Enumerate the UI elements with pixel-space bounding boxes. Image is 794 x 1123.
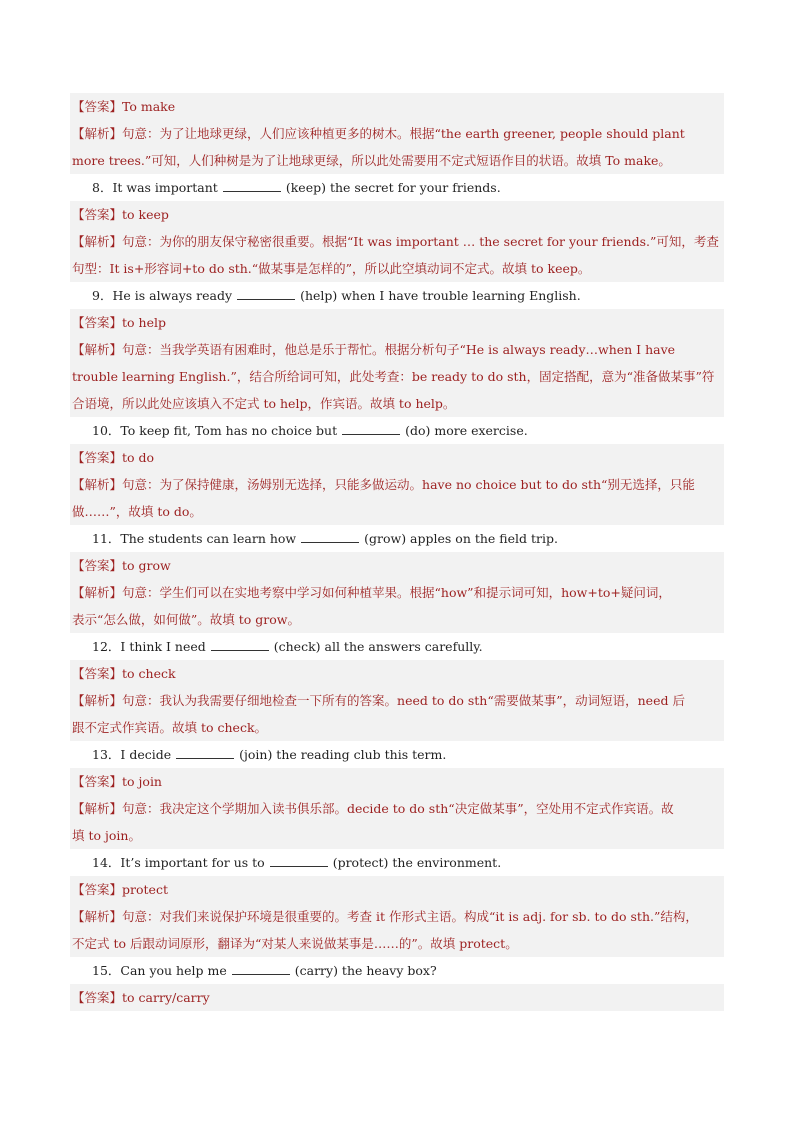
answer-line [72, 444, 722, 471]
answer-block [70, 660, 724, 741]
question-number: 14． [92, 855, 121, 870]
question-text-after: (keep) the secret for your friends. [285, 180, 501, 195]
explanation-line [72, 120, 722, 147]
explanation-text: 句意：为了让地球更绿，人们应该种植更多的树木。根据“the earth greener, people should plant [122, 126, 685, 141]
explanation-line [72, 336, 722, 363]
question-text-before: The students can learn how [120, 531, 297, 546]
explanation-line: 填 to join。 [72, 828, 141, 843]
explanation-text: 句意：我决定这个学期加入读书俱乐部。decide to do sth“决定做某事”，空处用不定式作宾语。故 [122, 801, 674, 816]
answer-block [70, 93, 724, 174]
question-text-after: (join) the reading club this term. [239, 747, 447, 762]
question-9 [70, 282, 724, 309]
explanation-line [72, 471, 722, 498]
explanation-tag: 【解析】 [72, 801, 123, 816]
explanation-line [72, 903, 722, 930]
answer-line [72, 768, 722, 795]
answer-blank [211, 637, 269, 651]
answer-text: to do [122, 450, 155, 465]
answer-line [72, 552, 722, 579]
explanation-tag: 【解析】 [72, 477, 123, 492]
explanation-tag: 【解析】 [72, 126, 123, 141]
answer-tag: 【答案】 [72, 666, 123, 681]
answer-text: to help [122, 315, 166, 330]
question-text-before: I think I need [120, 639, 206, 654]
question-number: 10． [92, 423, 121, 438]
question-15 [70, 957, 724, 984]
answer-tag: 【答案】 [72, 99, 123, 114]
answer-text: to join [122, 774, 162, 789]
question-number: 11． [92, 531, 121, 546]
answer-line [72, 660, 722, 687]
explanation-line: 做……”，故填 to do。 [72, 504, 202, 519]
answer-text: to keep [122, 207, 169, 222]
answer-line [72, 984, 722, 1011]
question-8 [70, 174, 724, 201]
answer-text: protect [122, 882, 168, 897]
explanation-line: 不定式 to 后跟动词原形，翻译为“对某人来说做某事是……的”。故填 protect。 [72, 936, 518, 951]
content-area [70, 93, 724, 1011]
question-text-before: I decide [120, 747, 172, 762]
answer-block [70, 201, 724, 282]
question-14 [70, 849, 724, 876]
question-12 [70, 633, 724, 660]
question-text-before: It was important [112, 180, 218, 195]
question-number: 8． [92, 180, 113, 195]
explanation-line: 合语境，所以此处应该填入不定式 to help，作宾语。故填 to help。 [72, 396, 456, 411]
explanation-tag: 【解析】 [72, 909, 123, 924]
explanation-text: 句意：为你的朋友保守秘密很重要。根据“It was important … the secret for your friends.”可知，考查 [122, 234, 719, 249]
answer-blank [301, 529, 359, 543]
question-text-after: (help) when I have trouble learning English. [300, 288, 581, 303]
answer-blank [223, 178, 281, 192]
answer-block [70, 309, 724, 417]
question-text-before: He is always ready [112, 288, 233, 303]
answer-block [70, 552, 724, 633]
explanation-text: 句意：学生们可以在实地考察中学习如何种植苹果。根据“how”和提示词可知，how+to+疑问词， [122, 585, 671, 600]
answer-tag: 【答案】 [72, 207, 123, 222]
explanation-line: 跟不定式作宾语。故填 to check。 [72, 720, 268, 735]
answer-tag: 【答案】 [72, 882, 123, 897]
question-text-before: It’s important for us to [120, 855, 265, 870]
explanation-text: 句意：为了保持健康，汤姆别无选择，只能多做运动。have no choice but to do sth“别无选择，只能 [122, 477, 695, 492]
question-text-after: (protect) the environment. [332, 855, 502, 870]
answer-tag: 【答案】 [72, 315, 123, 330]
question-number: 12． [92, 639, 121, 654]
answer-blank [237, 286, 295, 300]
answer-blank [270, 853, 328, 867]
question-10 [70, 417, 724, 444]
question-text-after: (carry) the heavy box? [294, 963, 437, 978]
answer-blank [342, 421, 400, 435]
question-11 [70, 525, 724, 552]
explanation-tag: 【解析】 [72, 234, 123, 249]
explanation-line [72, 228, 722, 255]
answer-block [70, 984, 724, 1011]
explanation-text: 句意：我认为我需要仔细地检查一下所有的答案。need to do sth“需要做某事”，动词短语，need 后 [122, 693, 685, 708]
question-13 [70, 741, 724, 768]
answer-tag: 【答案】 [72, 558, 123, 573]
answer-text: to check [122, 666, 176, 681]
answer-line [72, 876, 722, 903]
question-number: 15． [92, 963, 121, 978]
answer-tag: 【答案】 [72, 774, 123, 789]
answer-block [70, 768, 724, 849]
answer-text: to grow [122, 558, 171, 573]
explanation-line [72, 795, 722, 822]
explanation-line: 句型：It is+形容词+to do sth.“做某事是怎样的”，所以此空填动词不定式。故填 to keep。 [72, 261, 591, 276]
answer-text: To make [122, 99, 176, 114]
question-text-before: Can you help me [120, 963, 227, 978]
answer-blank [232, 961, 290, 975]
question-number: 9． [92, 288, 113, 303]
answer-blank [176, 745, 234, 759]
question-text-after: (check) all the answers carefully. [273, 639, 483, 654]
answer-line [72, 93, 722, 120]
explanation-line: 表示“怎么做，如何做”。故填 to grow。 [72, 612, 300, 627]
explanation-line [72, 579, 722, 606]
answer-text: to carry/carry [122, 990, 210, 1005]
answer-line [72, 309, 722, 336]
answer-block [70, 444, 724, 525]
question-number: 13． [92, 747, 121, 762]
explanation-line: more trees.”可知，人们种树是为了让地球更绿，所以此处需要用不定式短语作目的状语。故填 To make。 [72, 153, 671, 168]
explanation-line: trouble learning English.”，结合所给词可知，此处考查：be ready to do sth，固定搭配，意为“准备做某事”符 [72, 369, 715, 384]
question-text-after: (grow) apples on the field trip. [364, 531, 558, 546]
answer-block [70, 876, 724, 957]
explanation-tag: 【解析】 [72, 585, 123, 600]
answer-tag: 【答案】 [72, 450, 123, 465]
explanation-text: 句意：对我们来说保护环境是很重要的。考查 it 作形式主语。构成“it is adj. for sb. to do sth.”结构， [122, 909, 698, 924]
question-text-before: To keep fit, Tom has no choice but [120, 423, 338, 438]
explanation-line [72, 687, 722, 714]
explanation-tag: 【解析】 [72, 342, 123, 357]
explanation-tag: 【解析】 [72, 693, 123, 708]
question-text-after: (do) more exercise. [405, 423, 528, 438]
explanation-text: 句意：当我学英语有困难时，他总是乐于帮忙。根据分析句子“He is always ready…when I have [122, 342, 676, 357]
answer-tag: 【答案】 [72, 990, 123, 1005]
answer-line [72, 201, 722, 228]
